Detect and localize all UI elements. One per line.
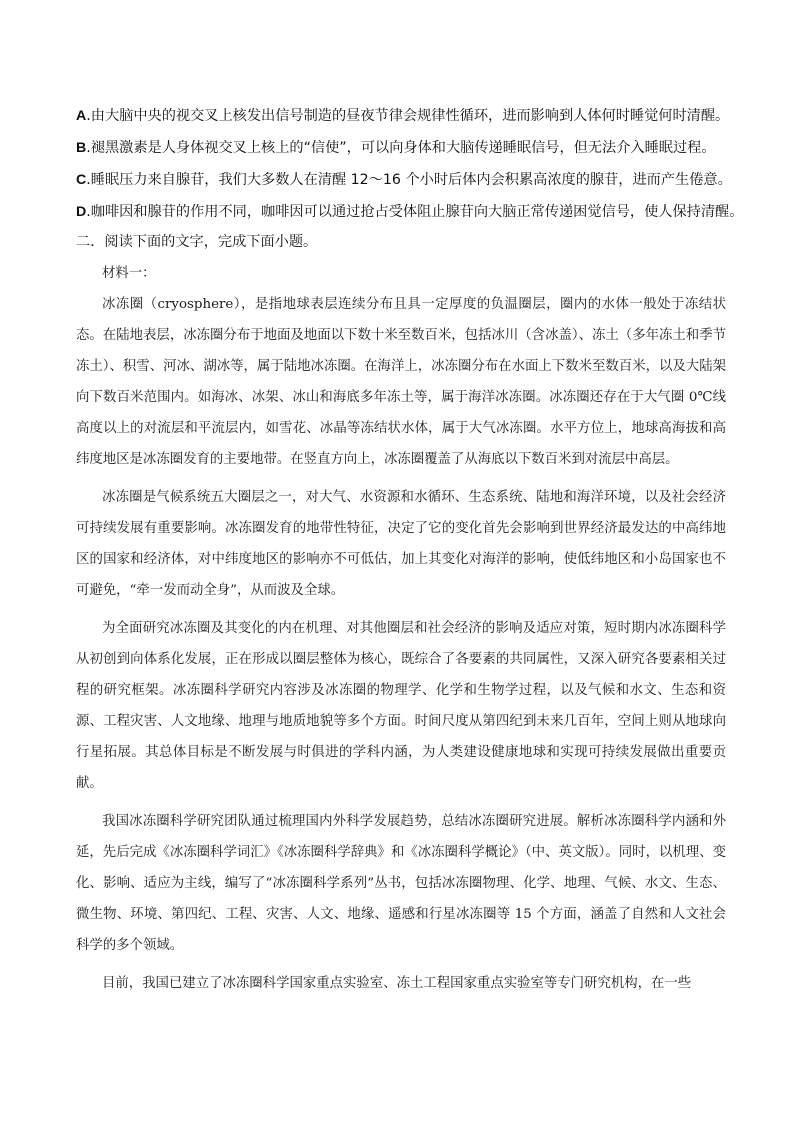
passage-paragraph: 冰冻圈（cryosphere），是指地球表层连续分布且具一定厚度的负温圈层，圈内的水体一般处于冻结状态。在陆地表层，冰冻圈分布于地面及地面以下数十米至数百米，包括冰川（含冰盖）、冻土（多年冻土和季节冻土）、积雪、河冰、湖冰等，属于陆地冰冻圈。在海洋上，冰冻圈分布在水面上下数米至数百米，以及大陆架向下数百米范围内。如海冰、冰架、冰山和海底多年冻土等，属于海洋冰冻圈。冰冻圈还存在于大气圈 0℃线高度以上的对流层和平流层内，如雪花、冰晶等冻结状水体，属于大气冰冻圈。水平方位上，地球高海拔和高纬度地区是冰冻圈发育的主要地带。在竖直方向上，冰冻圈覆盖了从海底以下数百米到对流层中高层。 — [76, 297, 726, 467]
option-b — [76, 132, 736, 164]
option-text: .睡眠压力来自腺苷，我们大多数人在清醒 12～16 个小时后体内会积累高浓度的腺苷，进而产生倦意。 — [86, 172, 732, 188]
reading-passage — [76, 258, 726, 999]
passage-paragraph: 冰冻圈是气候系统五大圈层之一，对大气、水资源和水循环、生态系统、陆地和海洋环境，以及社会经济可持续发展有重要影响。冰冻圈发育的地带性特征，决定了它的变化首先会影响到世界经济最发达的中高纬地区的国家和经济体，对中纬度地区的影响亦不可低估，加上其变化对海洋的影响，使低纬地区和小岛国家也不可避免，“牵一发而动全身”，从而波及全球。 — [76, 490, 726, 598]
option-letter: B — [76, 140, 87, 156]
option-letter: A — [76, 108, 87, 124]
section-heading: 二．阅读下面的文字，完成下面小题。 — [76, 234, 318, 250]
option-text: .由大脑中央的视交叉上核发出信号制造的昼夜节律会规律性循环，进而影响到人体何时睡觉何时清醒。 — [86, 108, 730, 124]
option-d — [76, 196, 744, 228]
option-a — [76, 100, 736, 132]
option-c — [76, 164, 736, 196]
option-letter: D — [76, 204, 87, 220]
option-text: .咖啡因和腺苷的作用不同，咖啡因可以通过抢占受体阻止腺苷向大脑正常传递困觉信号，使人保持清醒。 — [86, 204, 744, 220]
passage-paragraph: 我国冰冻圈科学研究团队通过梳理国内外科学发展趋势，总结冰冻圈研究进展。解析冰冻圈科学内涵和外延，先后完成《冰冻圈科学词汇》《冰冻圈科学辞典》和《冰冻圈科学概论》（中、英文版）。同时，以机理、变化、影响、适应为主线，编写了“冰冻圈科学系列”丛书，包括冰冻圈物理、化学、地理、气候、水文、生态、微生物、环境、第四纪、工程、灾害、人文、地缘、遥感和行星冰冻圈等 15 个方面，涵盖了自然和人文社会科学的多个领域。 — [76, 814, 726, 953]
answer-options — [76, 100, 744, 228]
option-letter: C — [76, 172, 87, 188]
material-label: 材料一： — [102, 266, 156, 281]
passage-paragraph: 为全面研究冰冻圈及其变化的内在机理、对其他圈层和社会经济的影响及适应对策，短时期内冰冻圈科学从初创到向体系化发展，正在形成以圈层整体为核心，既综合了各要素的共同属性，又深入研究各要素相关过程的研究框架。冰冻圈科学研究内容涉及冰冻圈的物理学、化学和生物学过程，以及气候和水文、生态和资源、工程灾害、人文地缘、地理与地质地貌等多个方面。时间尺度从第四纪到未来几百年，空间上则从地球向行星拓展。其总体目标是不断发展与时俱进的学科内涵，为人类建设健康地球和实现可持续发展做出重要贡献。 — [76, 621, 726, 791]
passage-paragraph: 目前，我国已建立了冰冻圈科学国家重点实验室、冻土工程国家重点实验室等专门研究机构，在一些 — [102, 976, 692, 991]
option-text: .褪黑激素是人身体视交叉上核上的“信使”，可以向身体和大脑传递睡眠信号，但无法介入睡眠过程。 — [86, 140, 716, 156]
